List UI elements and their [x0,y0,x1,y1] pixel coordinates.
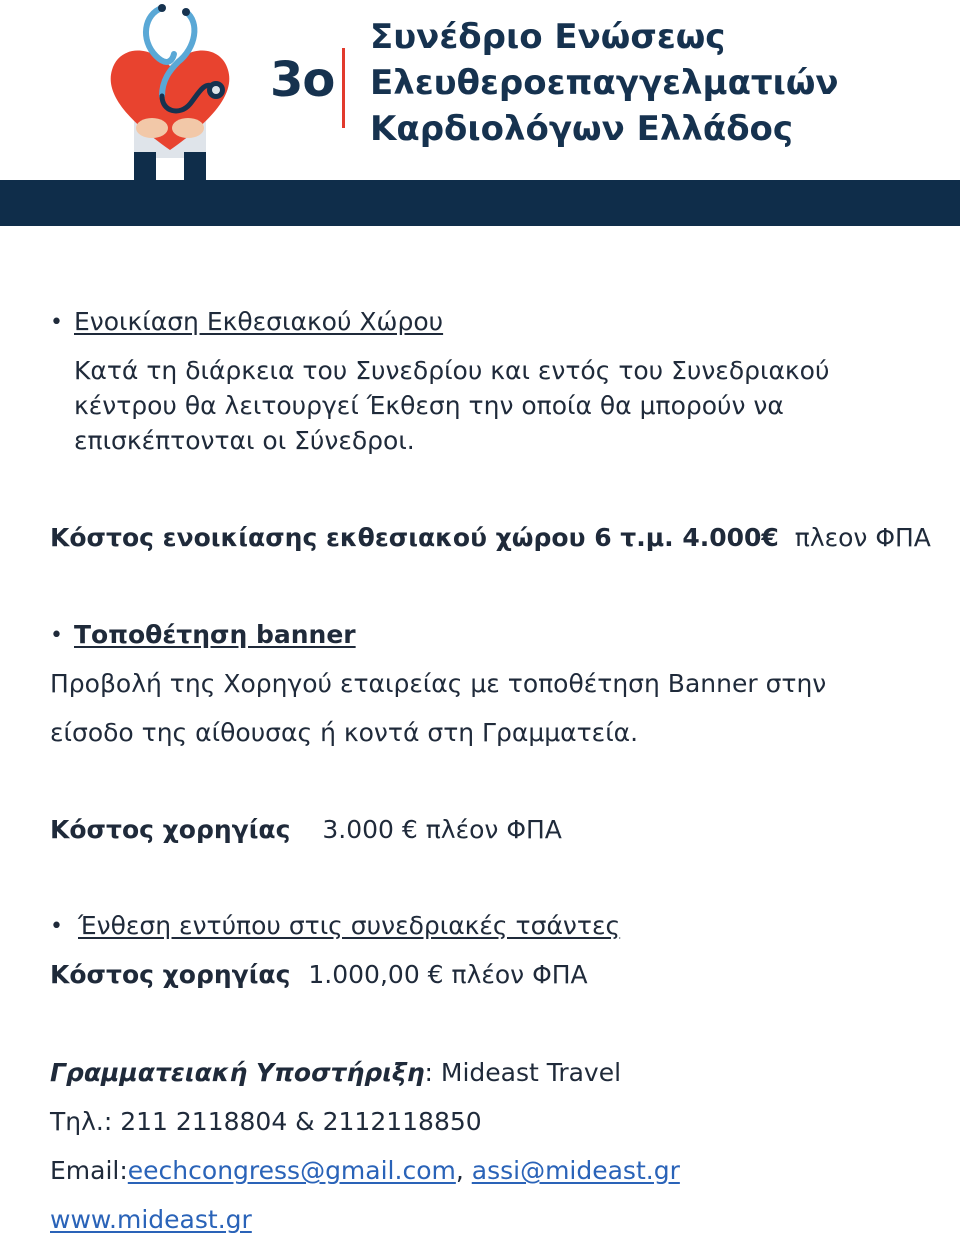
bullet-icon: • [50,310,63,335]
exhibition-cost-label: Κόστος ενοικίασης εκθεσιακού χώρου 6 τ.μ. 4.000€ [50,523,779,552]
email-line [50,1156,680,1185]
email-separator: , [455,1156,464,1185]
insert-cost [50,960,588,989]
support-value: : Mideast Travel [424,1058,622,1087]
email-label: Email: [50,1156,128,1185]
exhibition-body-line-1: Κατά τη διάρκεια του Συνεδρίου και εντός του Συνεδριακού [74,356,830,385]
banner-cost-value: 3.000 € πλέον ΦΠΑ [322,815,562,844]
title-line-3: Καρδιολόγων Ελλάδος [370,109,794,149]
title-line-2: Ελευθεροεπαγγελματιών [370,63,839,103]
exhibition-heading: Ενοικίαση Εκθεσιακού Χώρου [74,307,444,336]
support-label: Γραμματειακή Υποστήριξη [50,1058,425,1087]
header-band [0,180,960,226]
heart-stethoscope-logo [100,0,240,182]
website-link[interactable]: www.mideast.gr [50,1205,252,1234]
email-link-1[interactable]: eechcongress@gmail.com [127,1156,456,1185]
bullet-icon: • [50,914,63,939]
website-line [50,1205,252,1234]
insert-cost-value: 1.000,00 € πλέον ΦΠΑ [308,960,588,989]
header [0,0,960,226]
edition-number: 3ο [270,52,335,108]
congress-title [370,14,950,152]
banner-body-line-1: Προβολή της Χορηγού εταιρείας με τοποθέτηση Banner στην [50,669,827,698]
exhibition-body-line-2: κέντρου θα λειτουργεί Έκθεση την οποία θα μπορούν να [74,391,784,420]
banner-body-line-2: είσοδο της αίθουσας ή κοντά στη Γραμματεία. [50,718,639,747]
title-divider [342,48,345,128]
insert-cost-label: Κόστος χορηγίας [50,960,291,989]
support-line [50,1058,621,1087]
banner-cost [50,815,562,844]
exhibition-body-line-3: επισκέπτονται οι Σύνεδροι. [74,426,415,455]
phone-line: Τηλ.: 211 2118804 & 2112118850 [50,1107,482,1136]
banner-cost-label: Κόστος χορηγίας [50,815,291,844]
bullet-icon: • [50,623,63,648]
email-link-2[interactable]: assi@mideast.gr [471,1156,680,1185]
insert-heading: Ένθεση εντύπου στις συνεδριακές τσάντες [78,911,621,940]
title-line-1: Συνέδριο Ενώσεως [370,17,726,57]
exhibition-cost [50,523,931,552]
exhibition-cost-suffix: πλεον ΦΠΑ [794,523,931,552]
banner-heading: Τοποθέτηση banner [74,620,356,649]
